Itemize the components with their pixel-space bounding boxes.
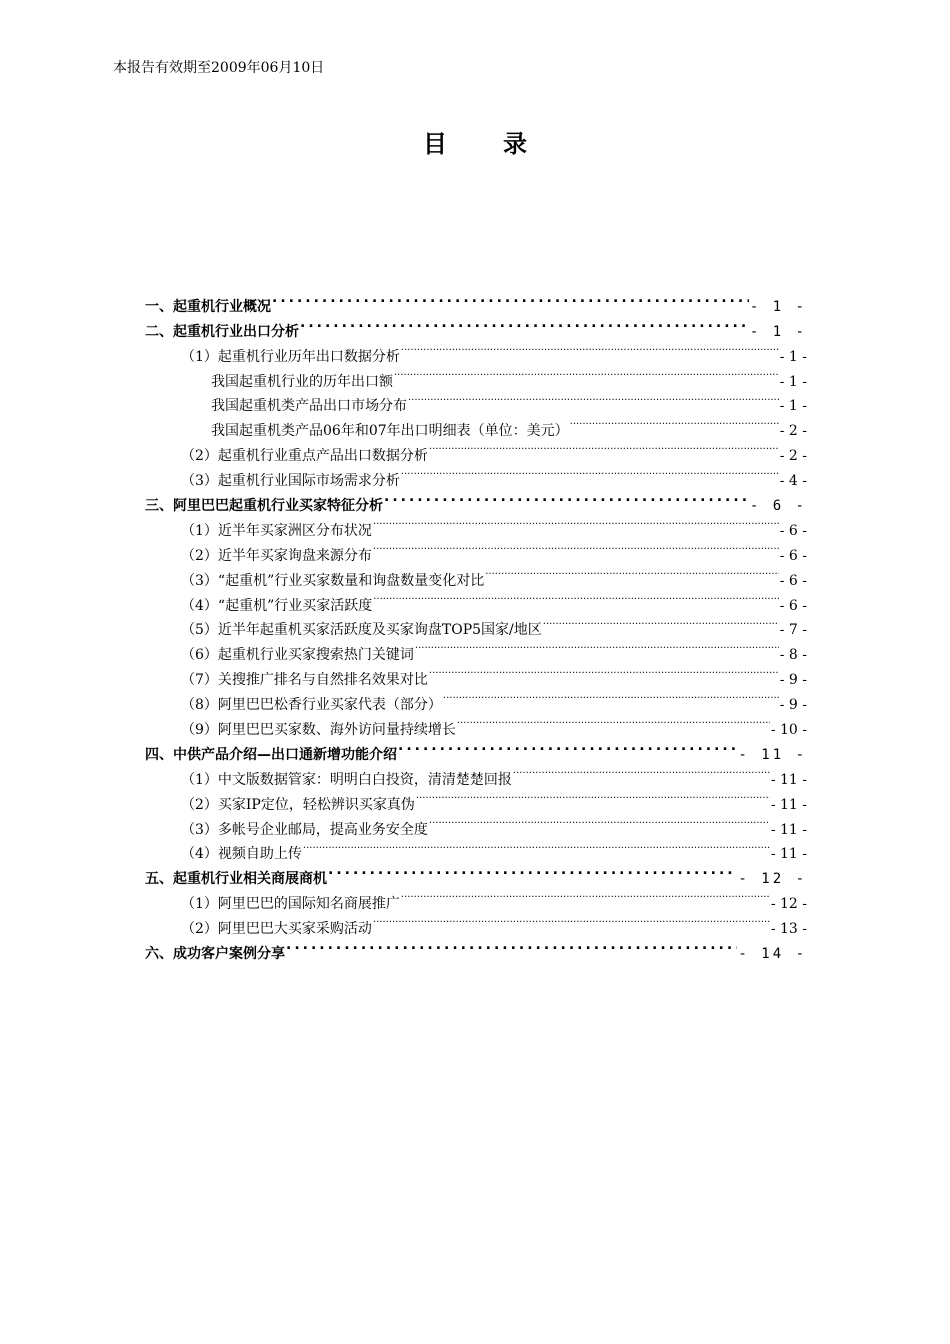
toc-entry-title: （5）近半年起重机买家活跃度及买家询盘TOP5国家/地区 [181,622,542,639]
toc-dot-leader [373,908,770,933]
toc-entry-page-number: - 1 - [779,348,807,365]
toc-dot-leader [429,659,779,684]
toc-entry-page-number: - 4 - [779,473,807,490]
toc-dot-leader [513,759,770,784]
toc-entry-title: 五、起重机行业相关商展商机 [145,871,327,888]
toc-entry-title: （1）近半年买家洲区分布状况 [181,522,372,539]
toc-entry-page-number: - 9 - [779,697,807,714]
toc-dot-leader [415,634,779,659]
toc-entry-title: （6）起重机行业买家搜索热门关键词 [181,647,414,664]
page-title: 目录 [423,129,583,158]
toc-entry-title: （2）近半年买家询盘来源分布 [181,547,372,564]
toc-dot-leader [429,435,779,460]
report-validity-note: 本报告有效期至2009年06月10日 [113,60,325,76]
toc-entry-title: （1）阿里巴巴的国际知名商展推广 [181,896,400,913]
toc-entry-title: 一、起重机行业概况 [145,298,271,315]
toc-dot-leader [328,858,737,883]
toc-entry-page-number: - 11 - [770,821,807,838]
toc-entry-title: 四、中供产品介绍—出口通新增功能介绍 [145,746,397,763]
toc-dot-leader [416,784,770,809]
toc-entry-page-number: - 1 - [779,373,807,390]
toc-dot-leader [303,834,770,859]
toc-dot-leader [373,535,779,560]
toc-entry-page-number: - 12 - [770,896,807,913]
toc-entry-title: （9）阿里巴巴买家数、海外访问量持续增长 [181,722,456,739]
toc-entry-page-number: - 11 - [770,771,807,788]
toc-entry-title: 三、阿里巴巴起重机行业买家特征分析 [145,498,383,515]
toc-dot-leader [408,386,779,411]
toc-dot-leader [401,460,779,485]
toc-entry-page-number: - 6 - [779,597,807,614]
toc-entry-title: （2）起重机行业重点产品出口数据分析 [181,448,428,465]
toc-dot-leader [373,585,778,610]
toc-entry-title: （3）起重机行业国际市场需求分析 [181,473,400,490]
toc-dot-leader [401,336,779,361]
toc-dot-leader [398,734,737,759]
toc-entry-title: （1）中文版数据管家：明明白白投资，清清楚楚回报 [181,771,512,788]
toc-entry-page-number: - 6 - [749,498,807,515]
toc-entry[interactable] [145,286,807,315]
toc-entry-page-number: - 2 - [779,448,807,465]
toc-entry-title: 我国起重机类产品06年和07年出口明细表（单位：美元） [211,423,569,440]
toc-dot-leader [485,560,778,585]
toc-dot-leader [394,361,779,386]
toc-entry-title: （4）视频自助上传 [181,846,302,863]
toc-entry-page-number: - 6 - [779,572,807,589]
toc-entry-page-number: - 11 - [738,746,807,763]
toc-entry-title: （8）阿里巴巴松香行业买家代表（部分） [181,697,442,714]
toc-dot-leader [570,410,779,435]
toc-entry-page-number: - 1 - [779,398,807,415]
toc-entry-page-number: - 6 - [779,547,807,564]
toc-entry-page-number: - 1 - [749,323,807,340]
toc-entry-page-number: - 9 - [779,672,807,689]
toc-dot-leader [286,933,737,958]
toc-entry-title: （7）关搜推广排名与自然排名效果对比 [181,672,428,689]
toc-entry-title: （1）起重机行业历年出口数据分析 [181,348,400,365]
toc-entry-page-number: - 8 - [779,647,807,664]
toc-dot-leader [272,286,749,311]
toc-entry-page-number: - 12 - [738,871,807,888]
toc-entry-title: （2）阿里巴巴大买家采购活动 [181,921,372,938]
toc-entry-title: （3）多帐号企业邮局，提高业务安全度 [181,821,428,838]
toc-dot-leader [457,709,770,734]
toc-dot-leader [543,610,779,635]
toc-entry-title: （3）“起重机”行业买家数量和询盘数量变化对比 [181,572,485,589]
toc-entry-title: 二、起重机行业出口分析 [145,323,299,340]
toc-entry-title: （4）“起重机”行业买家活跃度 [181,597,373,614]
toc-dot-leader [300,311,749,336]
toc-entry-title: 我国起重机类产品出口市场分布 [211,398,407,415]
toc-entry-title: 我国起重机行业的历年出口额 [211,373,393,390]
toc-dot-leader [401,883,770,908]
toc-entry-page-number: - 14 - [738,946,807,963]
toc-entry-page-number: - 1 - [749,298,807,315]
table-of-contents [145,286,807,963]
toc-entry-title: 六、成功客户案例分享 [145,946,285,963]
toc-entry-page-number: - 11 - [770,846,807,863]
toc-entry-page-number: - 7 - [779,622,807,639]
toc-entry-title: （2）买家IP定位，轻松辨识买家真伪 [181,796,415,813]
toc-entry-page-number: - 10 - [770,722,807,739]
toc-dot-leader [384,485,749,510]
toc-dot-leader [443,684,779,709]
toc-entry-page-number: - 11 - [770,796,807,813]
toc-dot-leader [373,510,779,535]
toc-dot-leader [429,809,770,834]
toc-entry-page-number: - 6 - [779,522,807,539]
toc-entry-page-number: - 13 - [770,921,807,938]
toc-entry-page-number: - 2 - [779,423,807,440]
